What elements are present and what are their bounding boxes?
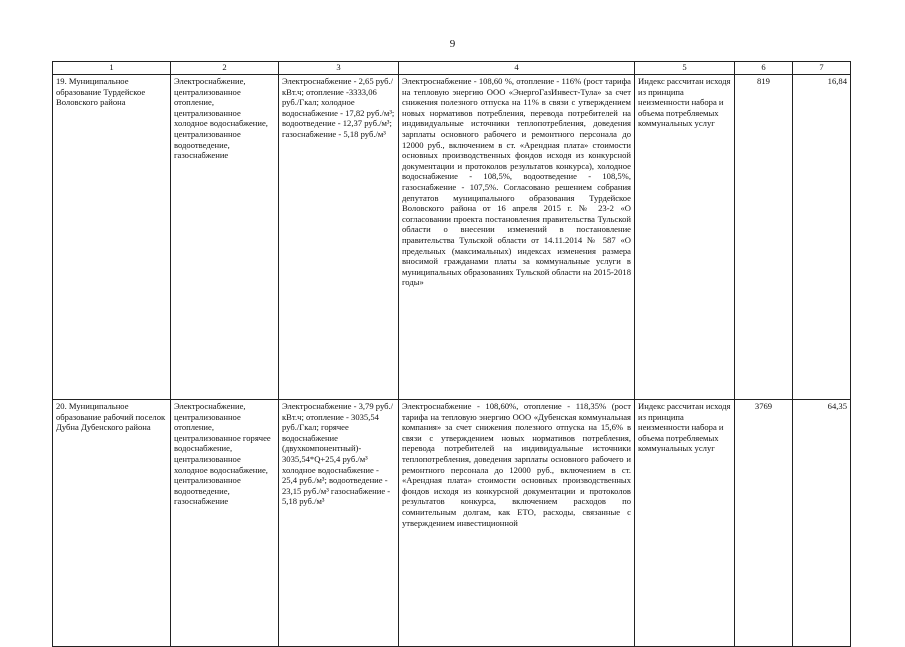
table-row	[53, 400, 851, 647]
column-header: 7	[793, 62, 851, 75]
method-cell: Индекс рассчитан исходя из принципа неизменности набора и объема потребляемых коммунальных услуг	[635, 400, 735, 647]
justification-cell: Электроснабжение - 108,60%, отопление - 118,35% (рост тарифа на тепловую энергию ООО «Дубенская коммунальная компания» за счет снижения полезного отпуска на 15,6% в связи с утверждением новых нормативов потребления, перевода потребителей на индивидуальные источники теплопотребления, доведения зарплаты основного рабочего и ремонтного персонала до 12000 руб., включением в ст. «Арендная плата» стоимости основных производственных фондов исходя из конкурсной документации и протоколов результатов конкурса, включением расходов по сомнительным долгам, как ЕТО, расходы, связанные с утверждением инвестиционной	[399, 400, 635, 647]
column-header: 2	[171, 62, 279, 75]
population-cell: 819	[735, 75, 793, 400]
share-cell: 64,35	[793, 400, 851, 647]
column-header: 4	[399, 62, 635, 75]
column-header: 5	[635, 62, 735, 75]
services-cell: Электроснабжение, централизованное отопление, централизованное холодное водоснабжение, централизованное водоотведение, газоснабжение	[171, 75, 279, 400]
header-row	[53, 62, 851, 75]
tariff-table	[52, 61, 851, 647]
column-header: 3	[279, 62, 399, 75]
column-header: 6	[735, 62, 793, 75]
column-header: 1	[53, 62, 171, 75]
tariffs-cell: Электроснабжение - 3,79 руб./кВт.ч; отопление - 3035,54 руб./Гкал; горячее водоснабжение (двухкомпонентный)- 3035,54*Q+25,4 руб./м³ холодное водоснабжение - 25,4 руб./м³; водоотведение - 23,15 руб./м³ газоснабжение - 5,18 руб./м³	[279, 400, 399, 647]
tariffs-cell: Электроснабжение - 2,65 руб./кВт.ч; отопление -3333,06 руб./Гкал; холодное водоснабжение - 17,82 руб./м³; водоотведение - 12,37 руб./м³; газоснабжение - 5,18 руб./м³	[279, 75, 399, 400]
page-number: 9	[449, 38, 456, 50]
municipality-cell: 19. Муниципальное образование Турдейское Воловского района	[53, 75, 171, 400]
share-cell: 16,84	[793, 75, 851, 400]
municipality-cell: 20. Муниципальное образование рабочий поселок Дубна Дубенского района	[53, 400, 171, 647]
services-cell: Электроснабжение, централизованное отопление, централизованное горячее водоснабжение, централизованное холодное водоснабжение, централизованное водоотведение, газоснабжение	[171, 400, 279, 647]
justification-cell: Электроснабжение - 108,60 %, отопление - 116% (рост тарифа на тепловую энергию ООО «ЭнергоГазИнвест-Тула» за счет снижения полезного отпуска на 11% в связи с утверждением новых нормативов потребления, перевода потребителей на индивидуальные источники теплопотребления, доведения зарплаты основного рабочего и ремонтного персонала до 12000 руб., включением в ст. «Арендная плата» стоимости основных производственных фондов исходя из конкурсной документации и протоколов результатов конкурса), холодное водоснабжение - 108,5%, водоотведение - 108,5%, газоснабжение - 107,5%. Согласовано решением собрания депутатов муниципального образования Турдейское Воловского района от 16 апреля 2015 г. № 23-2 «О согласовании проекта постановления правительства Тульской области о внесении изменений в постановление правительства Тульской области от 14.11.2014 № 587 «О предельных (максимальных) индексах изменения размера вносимой гражданами платы за коммунальные услуги в муниципальных образованиях Тульской области на 2015-2018 годы»	[399, 75, 635, 400]
table-row	[53, 75, 851, 400]
method-cell: Индекс рассчитан исходя из принципа неизменности набора и объема потребляемых коммунальных услуг	[635, 75, 735, 400]
population-cell: 3769	[735, 400, 793, 647]
